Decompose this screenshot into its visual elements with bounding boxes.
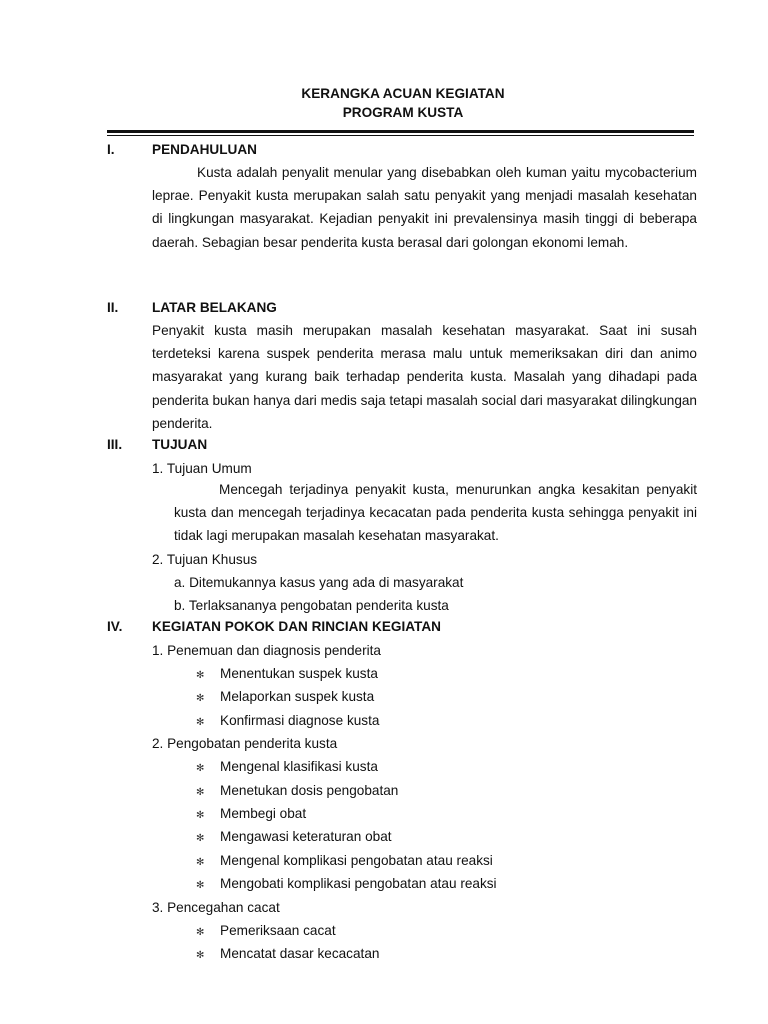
asterisk-bullet-icon: ✻ bbox=[196, 880, 205, 891]
document-title-line2: PROGRAM KUSTA bbox=[342, 105, 464, 120]
tujuan-khusus-sub-a: a. Ditemukannya kasus yang ada di masyarakat bbox=[174, 575, 464, 590]
asterisk-bullet-icon: ✻ bbox=[196, 763, 205, 774]
asterisk-bullet-icon: ✻ bbox=[196, 857, 205, 868]
list-item: ✻ Pemeriksaan cacat bbox=[196, 921, 336, 942]
kegiatan-item-1: 1. Penemuan dan diagnosis penderita bbox=[152, 643, 381, 658]
list-item: ✻ Mengawasi keteraturan obat bbox=[196, 827, 392, 848]
tujuan-umum-text: Mencegah terjadinya penyakit kusta, menurunkan angka kesakitan penyakit kusta dan mencegah terjadinya kecacatan pada penderita kusta sehingga penyakit ini tidak lagi merupakan masalah kesehatan masyarakat. bbox=[174, 482, 697, 544]
asterisk-bullet-icon: ✻ bbox=[196, 670, 205, 681]
section-heading: LATAR BELAKANG bbox=[152, 300, 277, 315]
asterisk-bullet-icon: ✻ bbox=[196, 787, 205, 798]
list-item: ✻ Konfirmasi diagnose kusta bbox=[196, 711, 379, 732]
asterisk-bullet-icon: ✻ bbox=[196, 927, 205, 938]
section-heading: PENDAHULUAN bbox=[152, 142, 257, 157]
list-item: ✻ Mengobati komplikasi pengobatan atau reaksi bbox=[196, 874, 497, 895]
list-item: ✻ Menentukan suspek kusta bbox=[196, 664, 378, 685]
asterisk-bullet-icon: ✻ bbox=[196, 693, 205, 704]
tujuan-khusus-sub-b: b. Terlaksananya pengobatan penderita kusta bbox=[174, 598, 449, 613]
kegiatan-item-2: 2. Pengobatan penderita kusta bbox=[152, 736, 338, 751]
list-item: ✻ Menetukan dosis pengobatan bbox=[196, 781, 398, 802]
section-number: IV. bbox=[107, 619, 123, 634]
asterisk-bullet-icon: ✻ bbox=[196, 950, 205, 961]
title-rule-thick bbox=[107, 130, 694, 133]
list-item: ✻ Mengenal klasifikasi kusta bbox=[196, 757, 378, 778]
section-number: I. bbox=[107, 142, 115, 157]
tujuan-umum-item: 1. Tujuan Umum bbox=[152, 461, 252, 476]
section-number: III. bbox=[107, 437, 123, 452]
asterisk-bullet-icon: ✻ bbox=[196, 833, 205, 844]
list-item: ✻ Melaporkan suspek kusta bbox=[196, 687, 374, 708]
section-heading: KEGIATAN POKOK DAN RINCIAN KEGIATAN bbox=[152, 619, 441, 634]
section-heading: TUJUAN bbox=[152, 437, 208, 452]
asterisk-bullet-icon: ✻ bbox=[196, 810, 205, 821]
kegiatan-item-3: 3. Pencegahan cacat bbox=[152, 900, 280, 915]
list-item: ✻ Membegi obat bbox=[196, 804, 306, 825]
title-rule-thin bbox=[107, 135, 694, 136]
section-latar-belakang-text: Penyakit kusta masih merupakan masalah kesehatan masyarakat. Saat ini susah terdeteksi karena suspek penderita merasa malu untuk memeriksakan diri dan animo masyarakat yang kurang baik terhadap penderita kusta. Masalah yang dihadapi pada penderita bukan hanya dari medis saja tetapi masalah social dari masyarakat dilingkungan penderita. bbox=[152, 323, 697, 431]
section-number: II. bbox=[107, 300, 119, 315]
asterisk-bullet-icon: ✻ bbox=[196, 717, 205, 728]
section-pendahuluan-text: Kusta adalah penyalit menular yang disebabkan oleh kuman yaitu mycobacterium leprae. Penyakit kusta merupakan salah satu penyakit yang menjadi masalah kesehatan di lingkungan masyarakat. Kejadian penyakit ini prevalensinya masih tinggi di beberapa daerah. Sebagian besar penderita kusta berasal dari golongan ekonomi lemah. bbox=[152, 165, 697, 250]
tujuan-khusus-item: 2. Tujuan Khusus bbox=[152, 552, 258, 567]
document-title-line1: KERANGKA ACUAN KEGIATAN bbox=[301, 86, 505, 101]
list-item: ✻ Mencatat dasar kecacatan bbox=[196, 944, 379, 965]
list-item: ✻ Mengenal komplikasi pengobatan atau reaksi bbox=[196, 851, 493, 872]
